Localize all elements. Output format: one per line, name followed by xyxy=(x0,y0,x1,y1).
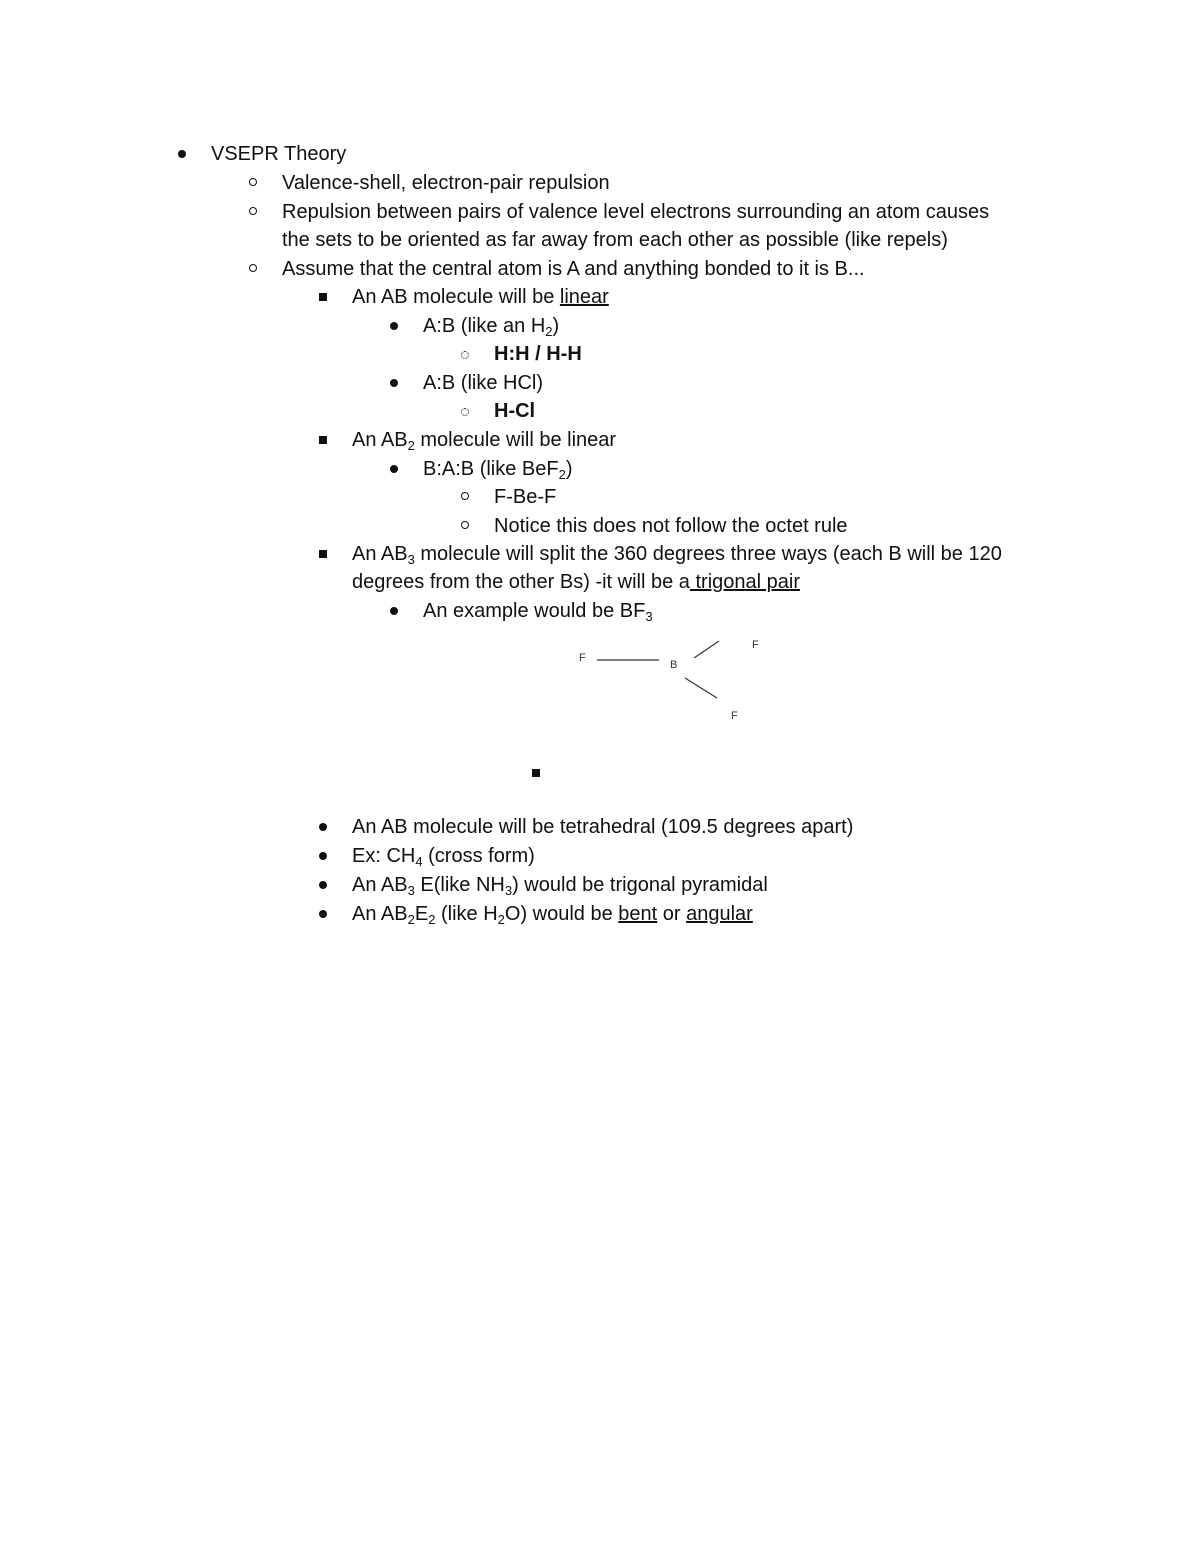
text-repulsion-2: the sets to be oriented as far away from each other as possible (like repels) xyxy=(282,229,948,251)
text-assume: Assume that the central atom is A and anything bonded to it is B... xyxy=(282,258,865,280)
bf3-diagram xyxy=(570,630,770,730)
text-ab3-1: An $AB_3$ molecule will split the 360 degrees three ways (each B will be 120 xyxy=(352,543,1002,567)
text-ab2: An $AB_2$ molecule will be linear xyxy=(352,429,617,453)
text-repulsion-1: Repulsion between pairs of valence level electrons surrounding an atom causes xyxy=(282,201,990,223)
atom-f-lower: F xyxy=(731,710,738,722)
heading-vsepr: VSEPR Theory xyxy=(211,143,347,165)
atom-b: B xyxy=(670,659,678,671)
text-nh3: An $AB_3$ E(like $NH_3$) would be trigonal pyramidal xyxy=(352,874,768,898)
text-h2o: An $AB_2E_2$ (like $H_2O$) would be bent or angular xyxy=(352,903,753,927)
atom-f-upper: F xyxy=(752,639,759,651)
text-hh: H:H / H-H xyxy=(494,343,582,365)
text-h-cl: H-Cl xyxy=(494,400,536,422)
text-h2: A:B (like an $H_2$) xyxy=(423,315,560,339)
text-hcl: A:B (like HCl) xyxy=(423,372,544,394)
text-bf3: An example would be $BF_3$ xyxy=(423,600,653,624)
text-octet: Notice this does not follow the octet rule xyxy=(494,515,848,537)
atom-f-left: F xyxy=(579,652,586,664)
text-fbef: F-Be-F xyxy=(494,486,557,508)
text-valence-shell: Valence-shell, electron-pair repulsion xyxy=(282,172,610,194)
bond-lower xyxy=(685,678,717,698)
bond-upper xyxy=(694,641,719,658)
text-ab3-2: degrees from the other Bs) -it will be a trigonal pair xyxy=(352,571,800,593)
text-tetrahedral: An AB molecule will be tetrahedral (109.5 degrees apart) xyxy=(352,816,854,838)
text-ab-linear: An AB molecule will be linear xyxy=(352,286,609,308)
text-ch4: Ex: $CH_4$ (cross form) xyxy=(352,845,535,869)
text-bef2: B:A:B (like BeF$_2$) xyxy=(423,458,573,482)
